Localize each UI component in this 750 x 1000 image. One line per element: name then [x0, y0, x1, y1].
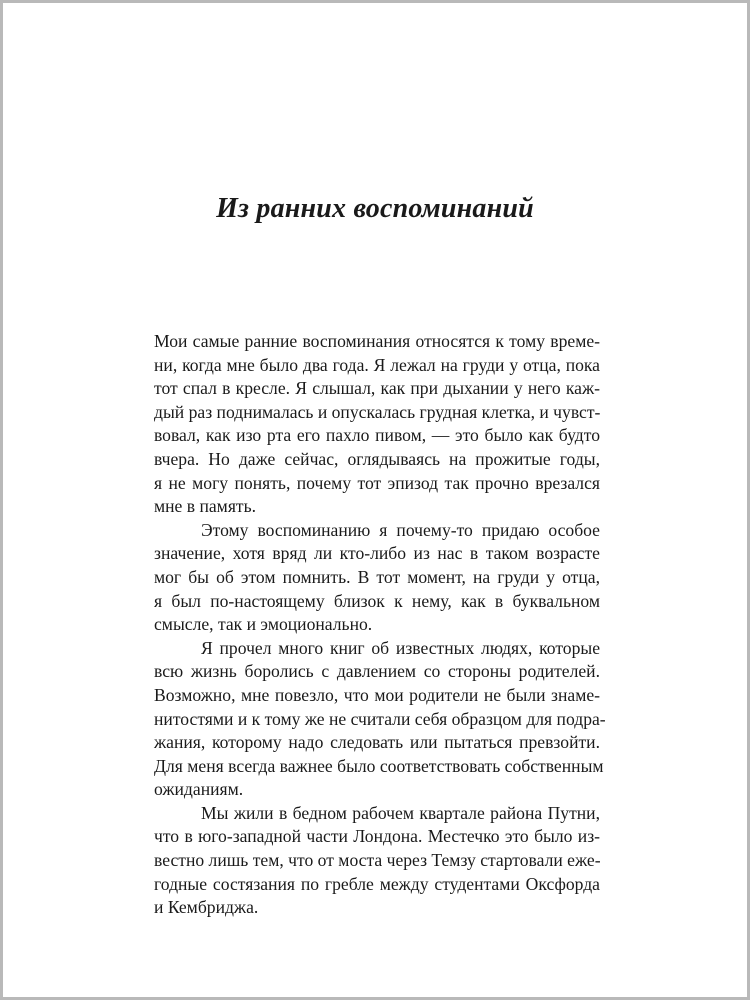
text-line: всю жизнь боролись с давлением со стороны родителей. [154, 661, 600, 682]
body-text [154, 330, 606, 920]
text-line: жания, которому надо следовать или пытаться превзойти. [154, 732, 600, 753]
text-line: смысле, так и эмоционально. [154, 614, 373, 635]
text-line: нитостями и к тому же не считали себя образцом для подра- [154, 708, 606, 729]
text-line: ни, когда мне было два года. Я лежал на груди у отца, пока [154, 354, 600, 375]
chapter-title: Из ранних воспоминаний [216, 193, 534, 224]
paragraph-3 [154, 637, 606, 802]
paragraph-1 [154, 330, 600, 519]
text-line: Мы жили в бедном рабочем квартале района Путни, [201, 802, 600, 823]
text-line: и Кембриджа. [154, 897, 259, 918]
text-line: Мои самые ранние воспоминания относятся к тому време- [154, 331, 600, 351]
text-line: Этому воспоминанию я почему-то придаю особое [201, 519, 600, 540]
text-line: вестно лишь тем, что от моста через Темзу стартовали еже- [154, 850, 601, 871]
text-line: тот спал в кресле. Я слышал, как при дыхании у него каж- [154, 378, 600, 399]
text-line: мог бы об этом помнить. В тот момент, на груди у отца, [154, 566, 600, 587]
text-line: вовал, как изо рта его пахло пивом, — это было как будто [154, 425, 600, 446]
text-line: Я прочел много книг об известных людях, которые [201, 637, 600, 658]
text-line: вчера. Но даже сейчас, оглядываясь на прожитые годы, [154, 448, 600, 469]
text-line: мне в память. [154, 496, 257, 517]
paragraph-2 [154, 519, 600, 637]
text-line: я не могу понять, почему тот эпизод так прочно врезался [154, 472, 600, 493]
text-line: ожиданиям. [154, 779, 244, 800]
text-line: годные состязания по гребле между студентами Оксфорда [154, 873, 600, 894]
text-line: значение, хотя вряд ли кто-либо из нас в таком возрасте [154, 543, 600, 564]
paragraph-4 [154, 802, 600, 920]
text-line: Для меня всегда важнее было соответствовать собственным [154, 755, 604, 776]
text-line: что в юго-западной части Лондона. Местечко это было из- [154, 826, 600, 847]
text-line: дый раз поднималась и опускалась грудная клетка, и чувст- [154, 401, 601, 422]
text-line: я был по-настоящему близок к нему, как в буквальном [154, 590, 600, 611]
text-line: Возможно, мне повезло, что мои родители не были знаме- [154, 684, 600, 705]
